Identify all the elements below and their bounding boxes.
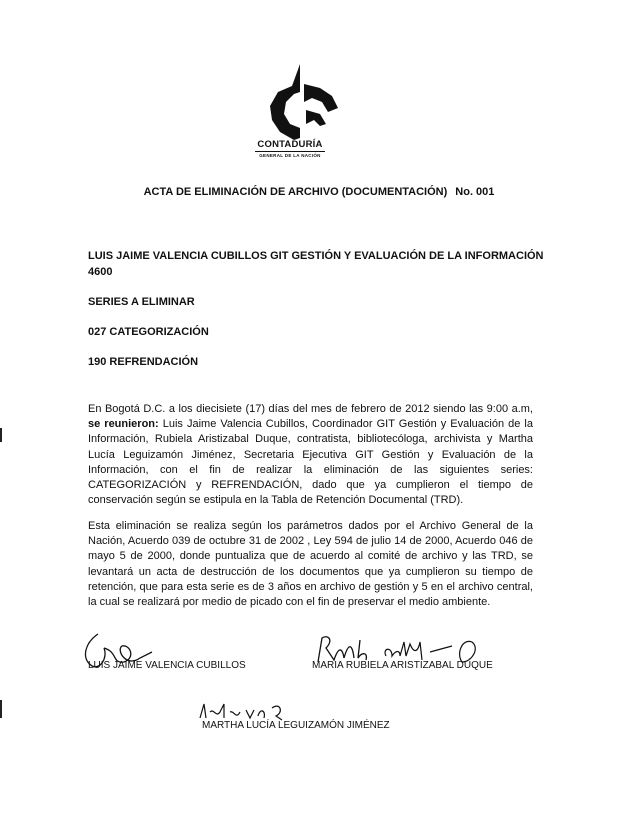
- paragraph-meeting-part1: En Bogotá D.C. a los diecisiete (17) días del mes de febrero de 2012 siendo las 9:00 a.m,: [88, 403, 533, 415]
- paragraph-meeting: [88, 402, 533, 508]
- title-text: ACTA DE ELIMINACIÓN DE ARCHIVO (DOCUMENTACIÓN): [143, 186, 448, 198]
- org-subtitle: GENERAL DE LA NACIÓN: [259, 153, 321, 158]
- document-number: No. 001: [455, 186, 495, 198]
- series-item-2: 190 REFRENDACIÓN: [88, 356, 199, 368]
- signer-1-name: LUIS JAIME VALENCIA CUBILLOS: [88, 660, 246, 671]
- org-name: CONTADURÍA: [257, 139, 323, 150]
- paragraph-meeting-bold: se reunieron:: [88, 418, 159, 431]
- logo-text: [230, 134, 350, 158]
- paragraph-legal-basis: Esta eliminación se realiza según los parámetros dados por el Archivo General de la Nación, Acuerdo 039 de octubre 31 de 2002 , Ley 594 de julio 14 de 2000, Acuerdo 046 de mayo 5 de 2000, donde puntualiza que de acuerdo al comité de archivo y las TRD, se levantará un acta de destrucción de los documentos que ya cumplieron su tiempo de retención, que para esta serie es de 3 años en archivo de gestión y 5 en el archivo central, la cual se realizará por medio de picado con el fin de preservar el medio ambiente.: [88, 520, 533, 609]
- scan-edge-mark: [0, 700, 2, 718]
- document-title: [0, 186, 638, 198]
- responsible-code: 4600: [88, 266, 113, 278]
- signer-2-name: MARIA RUBIELA ARISTIZABAL DUQUE: [312, 660, 493, 671]
- paragraph-meeting-part2: Luis Jaime Valencia Cubillos, Coordinador GIT Gestión y Evaluación de la Información, Rubiela Aristizabal Duque, contratista, bibliotecóloga, archivista y Martha Lucía Leguizamón Jiménez, Secretaria Ejecutiva GIT Gestión y Evaluación de la Información, con el fin de realizar la eliminación de las siguientes series: CATEGORIZACIÓN y REFRENDACIÓN, dado que ya cumplieron el tiempo de conservación según se estipula en la Tabla de Retención Documental (TRD).: [88, 418, 533, 507]
- responsible-line: LUIS JAIME VALENCIA CUBILLOS GIT GESTIÓN Y EVALUACIÓN DE LA INFORMACIÓN: [88, 250, 544, 262]
- series-item-1: 027 CATEGORIZACIÓN: [88, 326, 209, 338]
- signer-3-name: MARTHA LUCÍA LEGUIZAMÓN JIMÉNEZ: [202, 720, 390, 731]
- scan-edge-mark: [0, 428, 2, 442]
- series-heading: SERIES A ELIMINAR: [88, 296, 195, 308]
